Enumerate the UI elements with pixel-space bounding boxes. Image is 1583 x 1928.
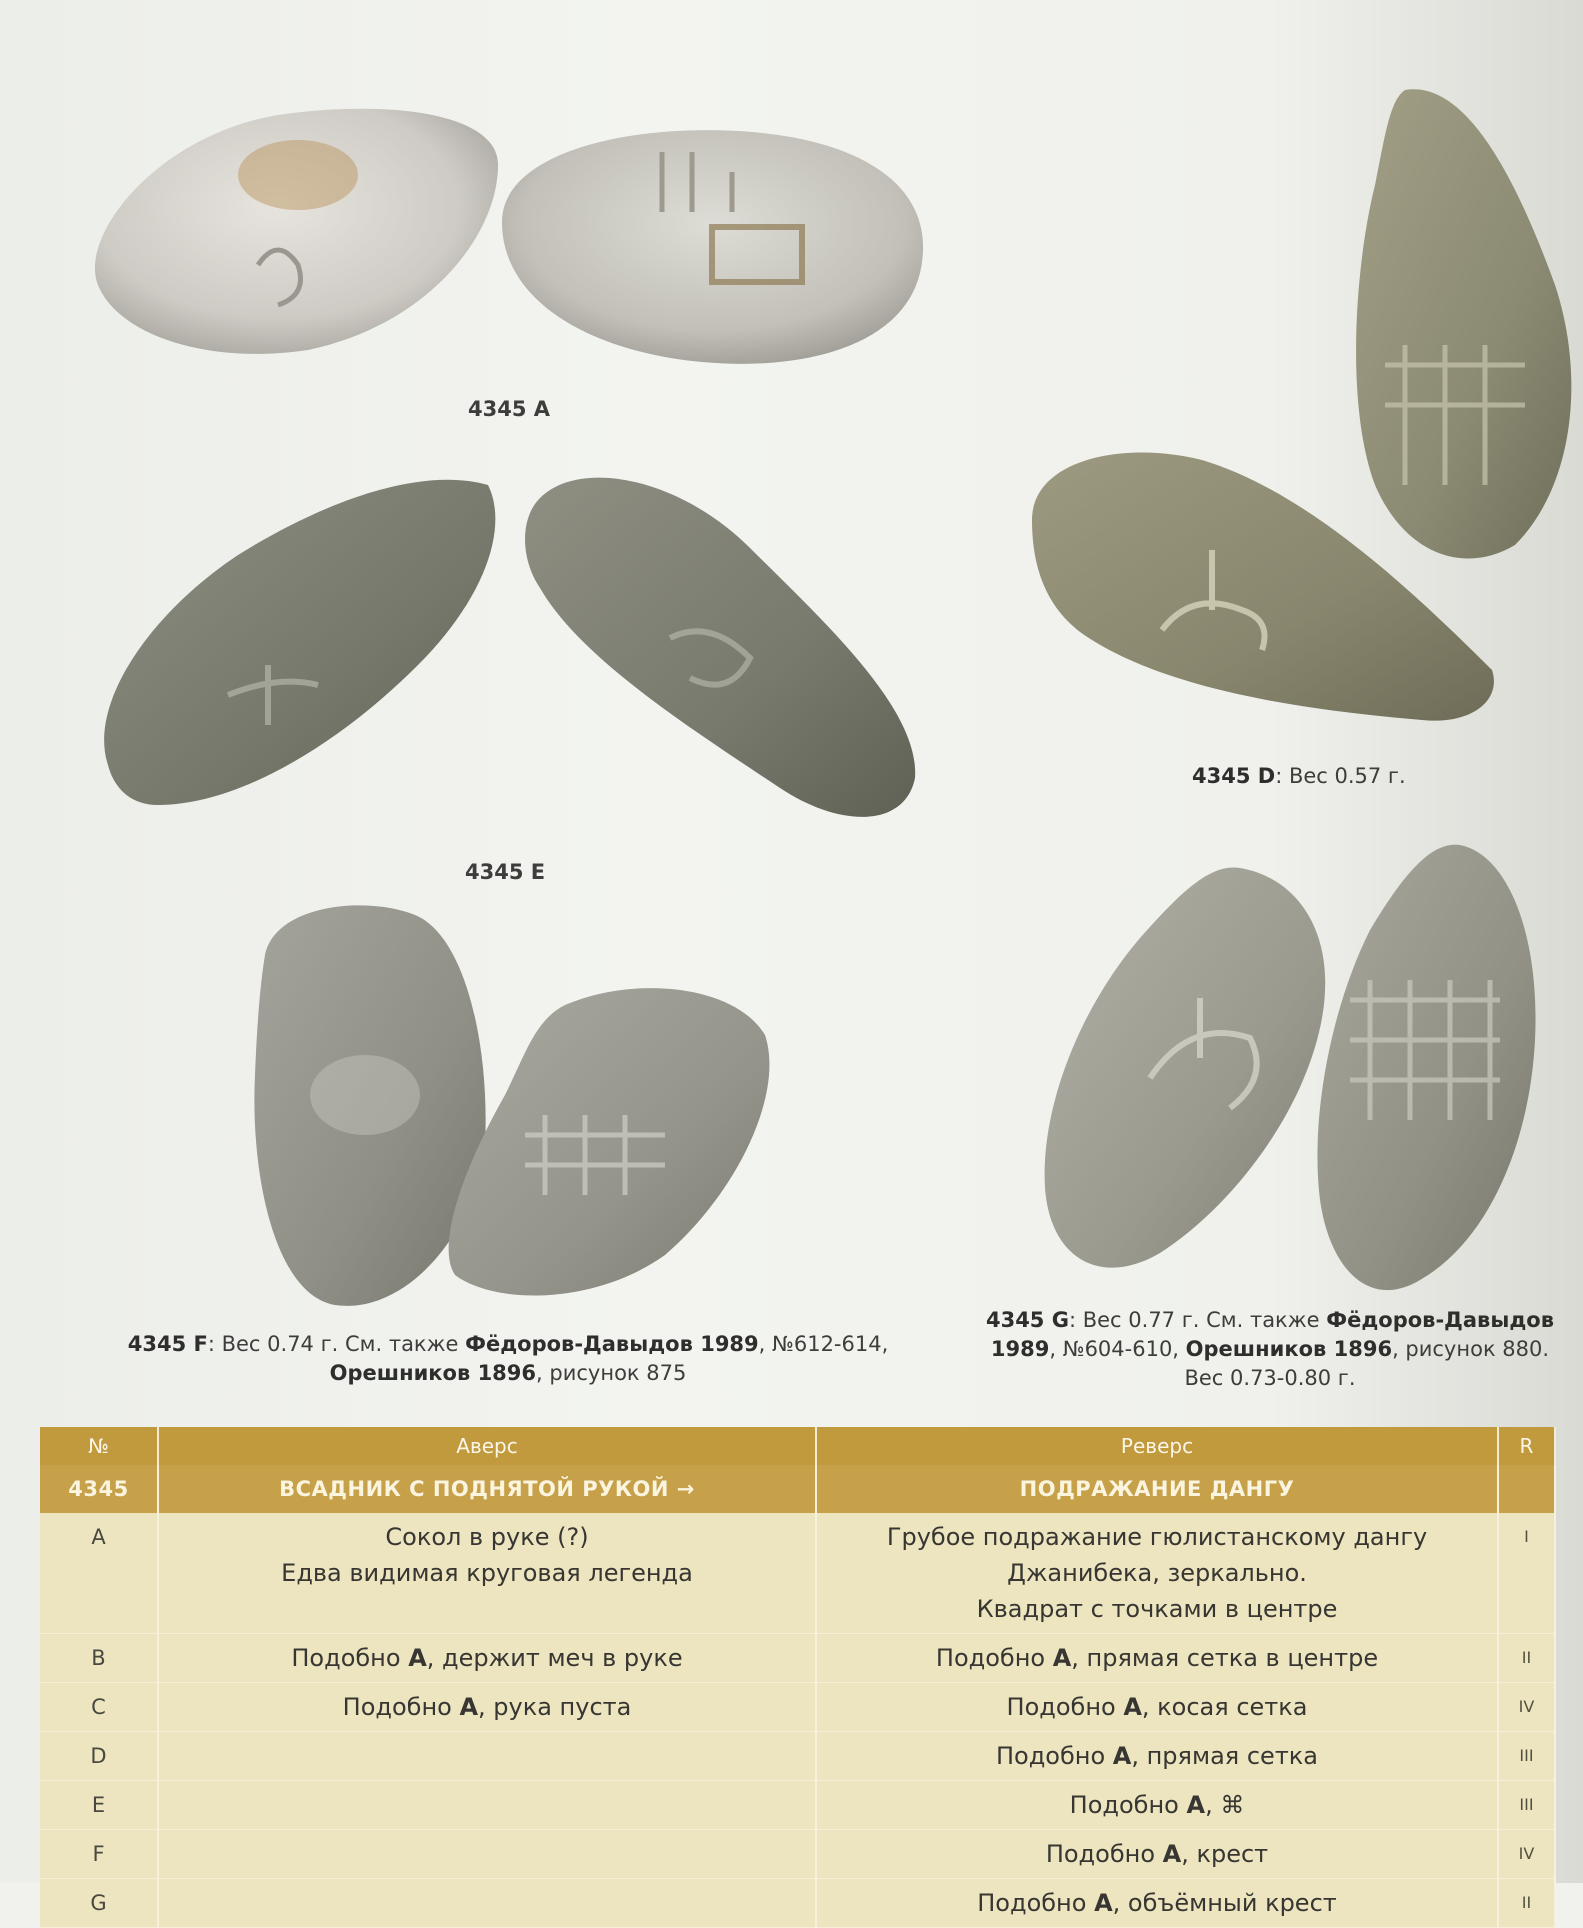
section-rarity [1498, 1465, 1555, 1513]
header-rarity: R [1498, 1427, 1555, 1465]
table-row [40, 1513, 1555, 1634]
caption-4345f: 4345 F: Вес 0.74 г. См. также Фёдоров-Давыдов 1989, №612-614, Орешников 1896, рисунок 875 [127, 1332, 889, 1385]
row-revers: Подобно А, крест [816, 1830, 1498, 1879]
row-num: A [40, 1513, 158, 1634]
row-revers: Подобно А, прямая сетка в центре [816, 1634, 1498, 1683]
coin-4345e-obverse-image [88, 465, 508, 815]
row-rarity: II [1498, 1634, 1555, 1683]
row-rarity: IV [1498, 1830, 1555, 1879]
table-row [40, 1732, 1555, 1781]
table-row [40, 1879, 1555, 1928]
row-num: C [40, 1683, 158, 1732]
table-row [40, 1830, 1555, 1879]
row-avers [158, 1732, 816, 1781]
caption-4345e: 4345 E [465, 860, 546, 884]
coin-4345f-reverse-image [435, 975, 775, 1305]
row-num: F [40, 1830, 158, 1879]
coin-4345g-obverse-image [1040, 858, 1340, 1278]
row-rarity: III [1498, 1732, 1555, 1781]
row-revers: Подобно А, объёмный крест [816, 1879, 1498, 1928]
caption-4345a: 4345 A [468, 397, 551, 421]
coin-4345e-reverse-image [520, 458, 925, 828]
row-num: E [40, 1781, 158, 1830]
row-rarity: II [1498, 1879, 1555, 1928]
coin-type-table [40, 1427, 1556, 1928]
table-section-row [40, 1465, 1555, 1513]
row-num: G [40, 1879, 158, 1928]
coin-4345d-obverse-image [1022, 440, 1502, 730]
table-row [40, 1683, 1555, 1732]
caption-4345d: 4345 D: Вес 0.57 г. [1192, 764, 1406, 788]
row-avers [158, 1781, 816, 1830]
row-rarity: I [1498, 1513, 1555, 1634]
section-revers: ПОДРАЖАНИЕ ДАНГУ [816, 1465, 1498, 1513]
coin-4345g-reverse-image [1310, 840, 1540, 1300]
coin-4345a-obverse-image [78, 95, 508, 365]
row-revers: Грубое подражание гюлистанскому дангу Джанибека, зеркально. Квадрат с точками в центре [816, 1513, 1498, 1634]
row-rarity: IV [1498, 1683, 1555, 1732]
row-avers: Сокол в руке (?) Едва видимая круговая легенда [158, 1513, 816, 1634]
header-num: № [40, 1427, 158, 1465]
row-revers: Подобно А, косая сетка [816, 1683, 1498, 1732]
section-num: 4345 [40, 1465, 158, 1513]
coin-4345a-reverse-image [492, 112, 932, 372]
row-num: B [40, 1634, 158, 1683]
table-row [40, 1781, 1555, 1830]
row-rarity: III [1498, 1781, 1555, 1830]
row-avers: Подобно А, рука пуста [158, 1683, 816, 1732]
row-revers: Подобно А, прямая сетка [816, 1732, 1498, 1781]
table-row [40, 1634, 1555, 1683]
caption-4345g: 4345 G: Вес 0.77 г. См. также Фёдоров-Давыдов 1989, №604-610, Орешников 1896, рисунок 880. Вес 0.73-0.80 г. [985, 1308, 1555, 1390]
header-avers: Аверс [158, 1427, 816, 1465]
row-avers: Подобно А, держит меч в руке [158, 1634, 816, 1683]
table-header-row [40, 1427, 1555, 1465]
section-avers: ВСАДНИК С ПОДНЯТОЙ РУКОЙ → [158, 1465, 816, 1513]
row-num: D [40, 1732, 158, 1781]
row-avers [158, 1879, 816, 1928]
header-revers: Реверс [816, 1427, 1498, 1465]
row-revers: Подобно А, ⌘ [816, 1781, 1498, 1830]
row-avers [158, 1830, 816, 1879]
